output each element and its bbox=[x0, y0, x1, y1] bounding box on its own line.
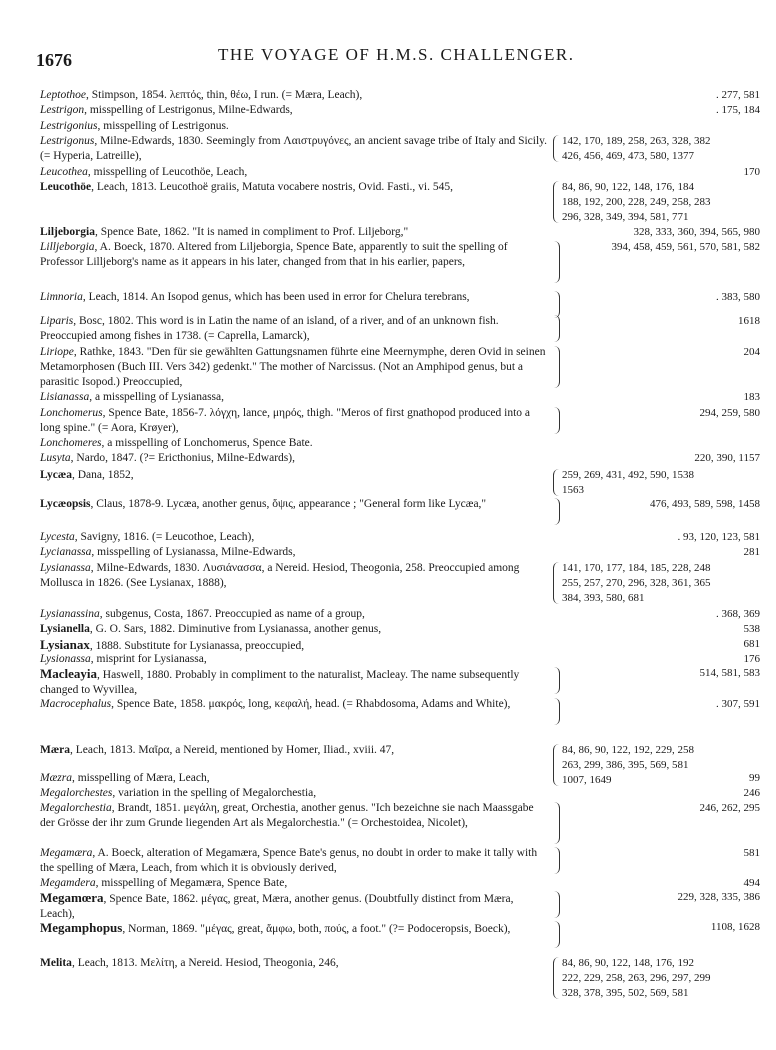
brace-mark bbox=[553, 346, 560, 388]
entry-text bbox=[40, 622, 550, 637]
index-entry bbox=[40, 771, 760, 786]
index-entry bbox=[40, 876, 760, 891]
entry-description: , Leach, 1814. An Isopod genus, which has been used in error for Chelura terebrans, bbox=[82, 291, 470, 303]
page-references: 281 bbox=[743, 546, 760, 558]
entry-description: , G. O. Sars, 1882. Diminutive from Lysianassa, another genus, bbox=[89, 623, 382, 635]
index-entry bbox=[40, 119, 760, 134]
entry-description: , a misspelling of Lysianassa, bbox=[89, 391, 225, 403]
page-references: 294, 259, 580 bbox=[699, 407, 760, 419]
index-entry bbox=[40, 666, 760, 696]
entry-text bbox=[40, 406, 550, 436]
entry-description: , variation in the spelling of Megalorchestia, bbox=[112, 787, 317, 799]
entry-description: , misspelling of Lysianassa, Milne-Edwards, bbox=[91, 546, 296, 558]
entry-description: , Savigny, 1816. (= Leucothoe, Leach), bbox=[74, 531, 255, 543]
page-references: 681 bbox=[743, 638, 760, 650]
entry-text bbox=[40, 607, 550, 622]
page-references: . 93, 120, 123, 581 bbox=[677, 531, 760, 543]
genus-name: Mæzra bbox=[40, 772, 72, 784]
entry-text bbox=[40, 497, 550, 512]
genus-name: Lonchomerus bbox=[40, 407, 103, 419]
genus-name: Lonchomeres bbox=[40, 437, 102, 449]
entry-description: , Rathke, 1843. "Den für sie gewählten Gattungsnamen führte eine Meernymphe, deren Ovid in seinen Metamorphosen (Buch III. Vers 342) gedenkt." The mother of Narcissus. (Not an Amphipod genus, but a parasitic Isopod.) Preoccupied, bbox=[40, 346, 546, 388]
entry-text bbox=[40, 390, 550, 405]
genus-name: Lysianella bbox=[40, 623, 90, 635]
brace-mark bbox=[553, 469, 560, 496]
genus-name: Megalorchestia bbox=[40, 802, 112, 814]
page-references: 581 bbox=[743, 847, 760, 859]
index-entry bbox=[40, 165, 760, 180]
entry-text bbox=[40, 314, 550, 344]
brace-mark bbox=[553, 562, 560, 604]
page-references: 394, 458, 459, 561, 570, 581, 582 bbox=[611, 241, 760, 253]
page-references: 328, 333, 360, 394, 565, 980 bbox=[633, 226, 760, 238]
entry-description: , misspelling of Mæra, Leach, bbox=[71, 772, 210, 784]
entry-text bbox=[40, 801, 550, 831]
genus-name: Megalorchestes bbox=[40, 787, 113, 799]
page-references: . 383, 580 bbox=[716, 291, 760, 303]
index-entry bbox=[40, 436, 760, 451]
index-entry bbox=[40, 846, 760, 876]
brace-mark bbox=[553, 498, 560, 525]
genus-name: Lisianassa bbox=[40, 391, 90, 403]
index-entry bbox=[40, 345, 760, 390]
page-references: 494 bbox=[743, 877, 760, 889]
entry-text bbox=[40, 666, 550, 698]
entry-text bbox=[40, 119, 550, 134]
index-entry bbox=[40, 890, 760, 920]
genus-name: Melita bbox=[40, 957, 72, 969]
index-entry bbox=[40, 920, 760, 950]
page-references: 1618 bbox=[738, 315, 760, 327]
page-references: 1108, 1628 bbox=[710, 921, 760, 933]
entry-text bbox=[40, 920, 550, 937]
index-entry bbox=[40, 103, 760, 118]
page-references: 183 bbox=[743, 391, 760, 403]
entry-text bbox=[40, 786, 550, 801]
genus-name: Lestrigonius bbox=[40, 120, 98, 132]
page-references: . 368, 369 bbox=[716, 608, 760, 620]
genus-name: Megamœra bbox=[40, 890, 104, 905]
entry-description: , subgenus, Costa, 1867. Preoccupied as name of a group, bbox=[99, 608, 365, 620]
genus-name: Lysianax bbox=[40, 637, 90, 652]
entry-description: , Spence Bate, 1856-7. λόγχη, lance, μηρός, thigh. "Meros of first gnathopod produced into a long spine." (= Aora, Krøyer), bbox=[40, 407, 531, 434]
entry-description: , a misspelling of Lonchomerus, Spence Bate. bbox=[101, 437, 313, 449]
entry-text bbox=[40, 530, 550, 545]
page-references: . 175, 184 bbox=[716, 104, 760, 116]
index-entry bbox=[40, 607, 760, 622]
entry-description: , A. Boeck, 1870. Altered from Liljeborgia, Spence Bate, apparently to suit the spelling of Professor Lilljeborg's name as it appears in his later, changed from that in his earlier, papers, bbox=[40, 241, 508, 268]
index-entry bbox=[40, 134, 760, 164]
page-references: 476, 493, 589, 598, 1458 bbox=[650, 498, 760, 510]
index-entry bbox=[40, 88, 760, 103]
genus-name: Liljeborgia bbox=[40, 226, 95, 238]
genus-name: Megamæra bbox=[40, 847, 93, 859]
entry-description: , misspelling of Megamæra, Spence Bate, bbox=[95, 877, 288, 889]
brace-mark bbox=[553, 891, 560, 918]
entry-text bbox=[40, 180, 550, 195]
genus-name: Lilljeborgia bbox=[40, 241, 95, 253]
page-references: 246, 262, 295 bbox=[699, 802, 760, 814]
entry-text bbox=[40, 451, 550, 466]
index-entry bbox=[40, 652, 760, 667]
entry-description: , Spence Bate, 1858. μακρός, long, κεφαλή, head. (= Rhabdosoma, Adams and White), bbox=[111, 698, 511, 710]
genus-name: Lysionassa bbox=[40, 653, 91, 665]
page-references: 176 bbox=[743, 653, 760, 665]
index-entry bbox=[40, 240, 760, 285]
entry-text bbox=[40, 345, 550, 390]
index-entry bbox=[40, 786, 760, 801]
entry-description: , Claus, 1878-9. Lycæa, another genus, ὄψις, appearance ; "General form like Lycæa," bbox=[90, 498, 487, 510]
entry-text bbox=[40, 890, 550, 922]
index-entry bbox=[40, 530, 760, 545]
page-references: 220, 390, 1157 bbox=[694, 452, 760, 464]
brace-mark bbox=[553, 802, 560, 844]
entry-description: , Nardo, 1847. (?= Ericthonius, Milne-Edwards), bbox=[70, 452, 295, 464]
entry-description: , Stimpson, 1854. λεπτός, thin, θέω, I run. (= Mæra, Leach), bbox=[86, 89, 363, 101]
page-references: 170 bbox=[743, 166, 760, 178]
page-references: . 307, 591 bbox=[716, 698, 760, 710]
page-references: 514, 581, 583 bbox=[699, 667, 760, 679]
index-entry bbox=[40, 406, 760, 436]
genus-name: Lycianassa bbox=[40, 546, 92, 558]
index-entry bbox=[40, 545, 760, 560]
entry-description: , misspelling of Leucothöe, Leach, bbox=[87, 166, 248, 178]
entry-text bbox=[40, 956, 550, 971]
entry-description: , misprint for Lysianassa, bbox=[90, 653, 207, 665]
brace-mark bbox=[553, 698, 560, 725]
index-entry bbox=[40, 390, 760, 405]
entry-description: , misspelling of Lestrigonus, Milne-Edwards, bbox=[84, 104, 293, 116]
entry-description: , Leach, 1813. Μελίτη, a Nereid. Hesiod, Theogonia, 246, bbox=[71, 957, 339, 969]
entry-text bbox=[40, 561, 550, 591]
genus-name: Leucothea bbox=[40, 166, 88, 178]
genus-name: Macrocephalus bbox=[40, 698, 112, 710]
genus-name: Megamdera bbox=[40, 877, 96, 889]
brace-mark bbox=[553, 315, 560, 342]
entry-description: , Haswell, 1880. Probably in compliment to the naturalist, Macleay. The name subsequently changed to Wyvillea, bbox=[40, 669, 520, 696]
entry-description: , Leach, 1813. Μαῖρα, a Nereid, mentioned by Homer, Iliad., xviii. 47, bbox=[70, 744, 395, 756]
genus-name: Megamphopus bbox=[40, 920, 123, 935]
entry-text bbox=[40, 103, 550, 118]
page-references: 84, 86, 90, 122, 192, 229, 258 263, 299, 386, 395, 569, 581 1007, 1649 bbox=[562, 744, 694, 786]
entry-description: , Brandt, 1851. μεγάλη, great, Orchestia, another genus. "Ich bezeichne sie nach Maassgabe der Grösse der ihr zum Grunde liegenden Art als Megalorchestia." (= Orchestoidea, Nicolet), bbox=[40, 802, 534, 829]
entry-text bbox=[40, 697, 550, 712]
page-references: 538 bbox=[743, 623, 760, 635]
genus-name: Lysianassina bbox=[40, 608, 100, 620]
page-title: THE VOYAGE OF H.M.S. CHALLENGER. bbox=[218, 45, 575, 64]
entry-text bbox=[40, 468, 550, 483]
brace-mark bbox=[553, 241, 560, 283]
entry-description: , Milne-Edwards, 1830. Λυσιάνασσα, a Nereid. Hesiod, Theogonia, 258. Preoccupied among Mollusca in 1826. (See Lysianax, 1888), bbox=[40, 562, 520, 589]
index-entry bbox=[40, 225, 760, 240]
entry-description: , Spence Bate, 1862. μέγας, great, Mæra, another genus. (Doubtfully distinct from Mæra, Leach), bbox=[40, 893, 514, 920]
entry-description: , Norman, 1869. "μέγας, great, ἄμφω, both, πούς, a foot." (?= Podoceropsis, Boeck), bbox=[122, 923, 511, 935]
entry-description: , Milne-Edwards, 1830. Seemingly from Λαιστρυγόνες, an ancient savage tribe of Italy and Sicily. (= Hyperia, Latreille), bbox=[40, 135, 548, 162]
brace-mark bbox=[553, 181, 560, 223]
brace-mark bbox=[553, 957, 560, 999]
entry-description: , 1888. Substitute for Lysianassa, preoccupied, bbox=[89, 640, 305, 652]
index-entry bbox=[40, 622, 760, 637]
entry-text bbox=[40, 290, 550, 305]
page-references: 259, 269, 431, 492, 590, 1538 1563 bbox=[562, 469, 694, 496]
page-references: . 277, 581 bbox=[716, 89, 760, 101]
entry-text bbox=[40, 165, 550, 180]
genus-name: Lestrigon bbox=[40, 104, 85, 116]
genus-name: Lusyta bbox=[40, 452, 71, 464]
genus-name: Liparis bbox=[40, 315, 74, 327]
page-number: 1676 bbox=[36, 50, 72, 70]
brace-mark bbox=[553, 407, 560, 434]
genus-name: Lycæopsis bbox=[40, 498, 91, 510]
page-references: 84, 86, 90, 122, 148, 176, 192 222, 229, 258, 263, 296, 297, 299 328, 378, 395, 502, 569, 581 bbox=[562, 957, 711, 999]
entry-text bbox=[40, 743, 550, 758]
index-entry bbox=[40, 314, 760, 344]
page-references: 99 bbox=[749, 772, 760, 784]
brace-mark bbox=[553, 667, 560, 694]
genus-name: Macleayia bbox=[40, 666, 98, 681]
genus-name: Lysianassa bbox=[40, 562, 91, 574]
brace-mark bbox=[553, 847, 560, 874]
brace-mark bbox=[553, 921, 560, 948]
page-references: 142, 170, 189, 258, 263, 328, 382 426, 456, 469, 473, 580, 1377 bbox=[562, 135, 711, 162]
entry-description: , A. Boeck, alteration of Megamæra, Spence Bate's genus, no doubt in order to make it tally with the spelling of Mæra, Leach, from which it is obviously derived, bbox=[40, 847, 538, 874]
entry-text bbox=[40, 436, 550, 451]
genus-name: Lycesta bbox=[40, 531, 75, 543]
entry-text bbox=[40, 88, 550, 103]
index-entry bbox=[40, 451, 760, 466]
entry-description: , Leach, 1813. Leucothoë graiis, Matuta vocabere nostris, Ovid. Fasti., vi. 545, bbox=[91, 181, 453, 193]
entry-text bbox=[40, 545, 550, 560]
genus-name: Leucothöe bbox=[40, 181, 92, 193]
index-entry bbox=[40, 180, 760, 225]
entry-text bbox=[40, 771, 550, 786]
page-references: 84, 86, 90, 122, 148, 176, 184 188, 192, 200, 228, 249, 258, 283 296, 328, 349, 394, 581, 771 bbox=[562, 181, 711, 223]
page-references: 246 bbox=[743, 787, 760, 799]
index-entry bbox=[40, 561, 760, 606]
genus-name: Lycæa bbox=[40, 469, 72, 481]
page-references: 204 bbox=[743, 346, 760, 358]
genus-name: Leptothoe bbox=[40, 89, 86, 101]
entry-description: , Dana, 1852, bbox=[71, 469, 134, 481]
entry-text bbox=[40, 240, 550, 270]
entry-text bbox=[40, 652, 550, 667]
entry-text bbox=[40, 225, 550, 240]
entry-text bbox=[40, 134, 550, 164]
brace-mark bbox=[553, 135, 560, 162]
index-entry bbox=[40, 697, 760, 727]
index-entry bbox=[40, 468, 760, 498]
entry-text bbox=[40, 846, 550, 876]
entry-text bbox=[40, 876, 550, 891]
genus-name: Liriope bbox=[40, 346, 74, 358]
entry-description: , misspelling of Lestrigonus. bbox=[97, 120, 229, 132]
entry-description: , Bosc, 1802. This word is in Latin the name of an island, of a river, and of an unknown fish. Preoccupied among fishes in 1738. (= Caprella, Lamarck), bbox=[40, 315, 499, 342]
index-entry bbox=[40, 497, 760, 527]
genus-name: Mæra bbox=[40, 744, 71, 756]
index-entry bbox=[40, 801, 760, 846]
genus-name: Limnoria bbox=[40, 291, 83, 303]
genus-name: Lestrigonus bbox=[40, 135, 95, 147]
page-references: 229, 328, 335, 386 bbox=[677, 891, 760, 903]
index-entry bbox=[40, 637, 760, 652]
index-entry bbox=[40, 956, 760, 1001]
entry-description: , Spence Bate, 1862. "It is named in compliment to Prof. Liljeborg," bbox=[94, 226, 409, 238]
page-references: 141, 170, 177, 184, 185, 228, 248 255, 257, 270, 296, 328, 361, 365 384, 393, 580, 681 bbox=[562, 562, 711, 604]
